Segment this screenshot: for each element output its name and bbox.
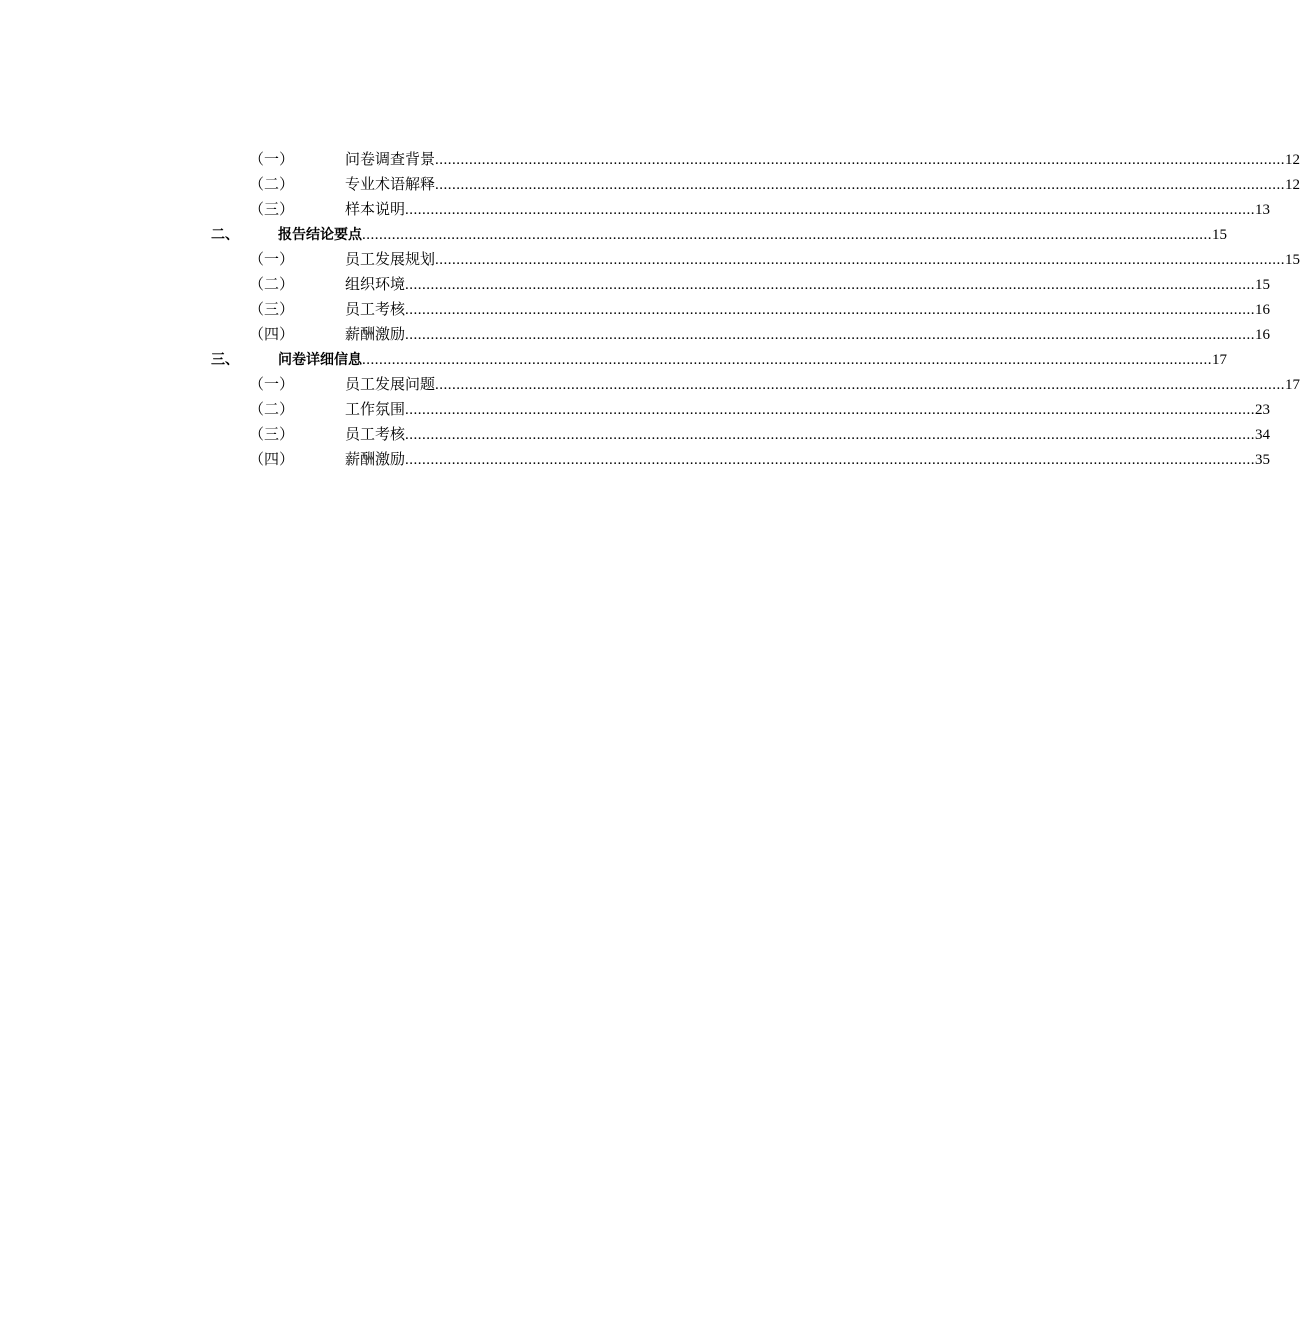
dot-leader: ........................................................................................................................................................................................................: [405, 202, 1256, 218]
dot-leader: ........................................................................................................................................................................................................: [405, 452, 1256, 468]
toc-entry[interactable]: [0, 148, 1300, 173]
toc-entry-number: 三、: [211, 352, 239, 368]
toc-entry-number: （一）: [249, 152, 295, 168]
toc-entry-page: 34: [1255, 427, 1271, 443]
dot-leader: ........................................................................................................................................................................................................: [435, 252, 1286, 268]
toc-entry[interactable]: [0, 373, 1300, 398]
toc-entry-number: （三）: [249, 427, 295, 443]
toc-entry-number: （二）: [249, 277, 295, 293]
toc-entry-title: 问卷调查背景: [345, 148, 435, 173]
toc-entry-number: （二）: [249, 402, 295, 418]
toc-entry-number: （三）: [249, 302, 295, 318]
toc-entry-title: 员工考核: [345, 298, 405, 323]
toc-entry-page: 12: [1285, 152, 1300, 168]
dot-leader: ........................................................................................................................................................................................................: [435, 377, 1286, 393]
toc-entry[interactable]: [0, 323, 1271, 348]
toc-entry[interactable]: [0, 248, 1300, 273]
dot-leader: ........................................................................................................................................................................................................: [405, 402, 1256, 418]
toc-entry-page: 17: [1212, 352, 1227, 368]
toc-entry-section[interactable]: [0, 223, 1227, 248]
toc-entry-title: 专业术语解释: [345, 173, 435, 198]
dot-leader: ........................................................................................................................................................................................................: [405, 327, 1256, 343]
toc-entry-page: 35: [1255, 452, 1271, 468]
toc-entry-title: 问卷详细信息: [278, 348, 362, 373]
dot-leader: ........................................................................................................................................................................................................: [435, 152, 1286, 168]
toc-entry-section[interactable]: [0, 348, 1227, 373]
toc-entry-page: 23: [1255, 402, 1271, 418]
toc-entry-page: 12: [1285, 177, 1300, 193]
toc-entry[interactable]: [0, 448, 1271, 473]
toc-entry-title: 样本说明: [345, 198, 405, 223]
toc-entry-number: （四）: [249, 327, 295, 343]
toc-entry-title: 员工发展规划: [345, 248, 435, 273]
toc-entry[interactable]: [0, 423, 1271, 448]
toc-entry-number: 二、: [211, 227, 239, 243]
toc-entry-title: 薪酬激励: [345, 323, 405, 348]
toc-entry-title: 工作氛围: [345, 398, 405, 423]
toc-entry[interactable]: [0, 273, 1271, 298]
toc-entry[interactable]: [0, 173, 1300, 198]
dot-leader: ........................................................................................................................................................................................................: [362, 227, 1212, 243]
toc-entry-title: 员工发展问题: [345, 373, 435, 398]
toc-entry-page: 15: [1212, 227, 1227, 243]
toc-entry-page: 16: [1255, 327, 1271, 343]
table-of-contents: [0, 148, 1300, 473]
toc-entry-page: 17: [1285, 377, 1300, 393]
dot-leader: ........................................................................................................................................................................................................: [435, 177, 1286, 193]
dot-leader: ........................................................................................................................................................................................................: [405, 427, 1256, 443]
dot-leader: ........................................................................................................................................................................................................: [405, 277, 1256, 293]
dot-leader: ........................................................................................................................................................................................................: [405, 302, 1256, 318]
toc-entry-page: 15: [1255, 277, 1271, 293]
toc-entry-title: 薪酬激励: [345, 448, 405, 473]
dot-leader: ........................................................................................................................................................................................................: [362, 352, 1212, 368]
toc-entry[interactable]: [0, 298, 1271, 323]
toc-entry[interactable]: [0, 398, 1271, 423]
toc-entry-title: 员工考核: [345, 423, 405, 448]
toc-entry-title: 组织环境: [345, 273, 405, 298]
toc-entry-number: （三）: [249, 202, 295, 218]
toc-entry-page: 16: [1255, 302, 1271, 318]
toc-entry-page: 15: [1285, 252, 1300, 268]
toc-entry-number: （四）: [249, 452, 295, 468]
toc-entry-number: （一）: [249, 252, 295, 268]
toc-entry-number: （二）: [249, 177, 295, 193]
toc-entry-number: （一）: [249, 377, 295, 393]
toc-entry-title: 报告结论要点: [278, 223, 362, 248]
toc-entry-page: 13: [1255, 202, 1271, 218]
toc-entry[interactable]: [0, 198, 1271, 223]
